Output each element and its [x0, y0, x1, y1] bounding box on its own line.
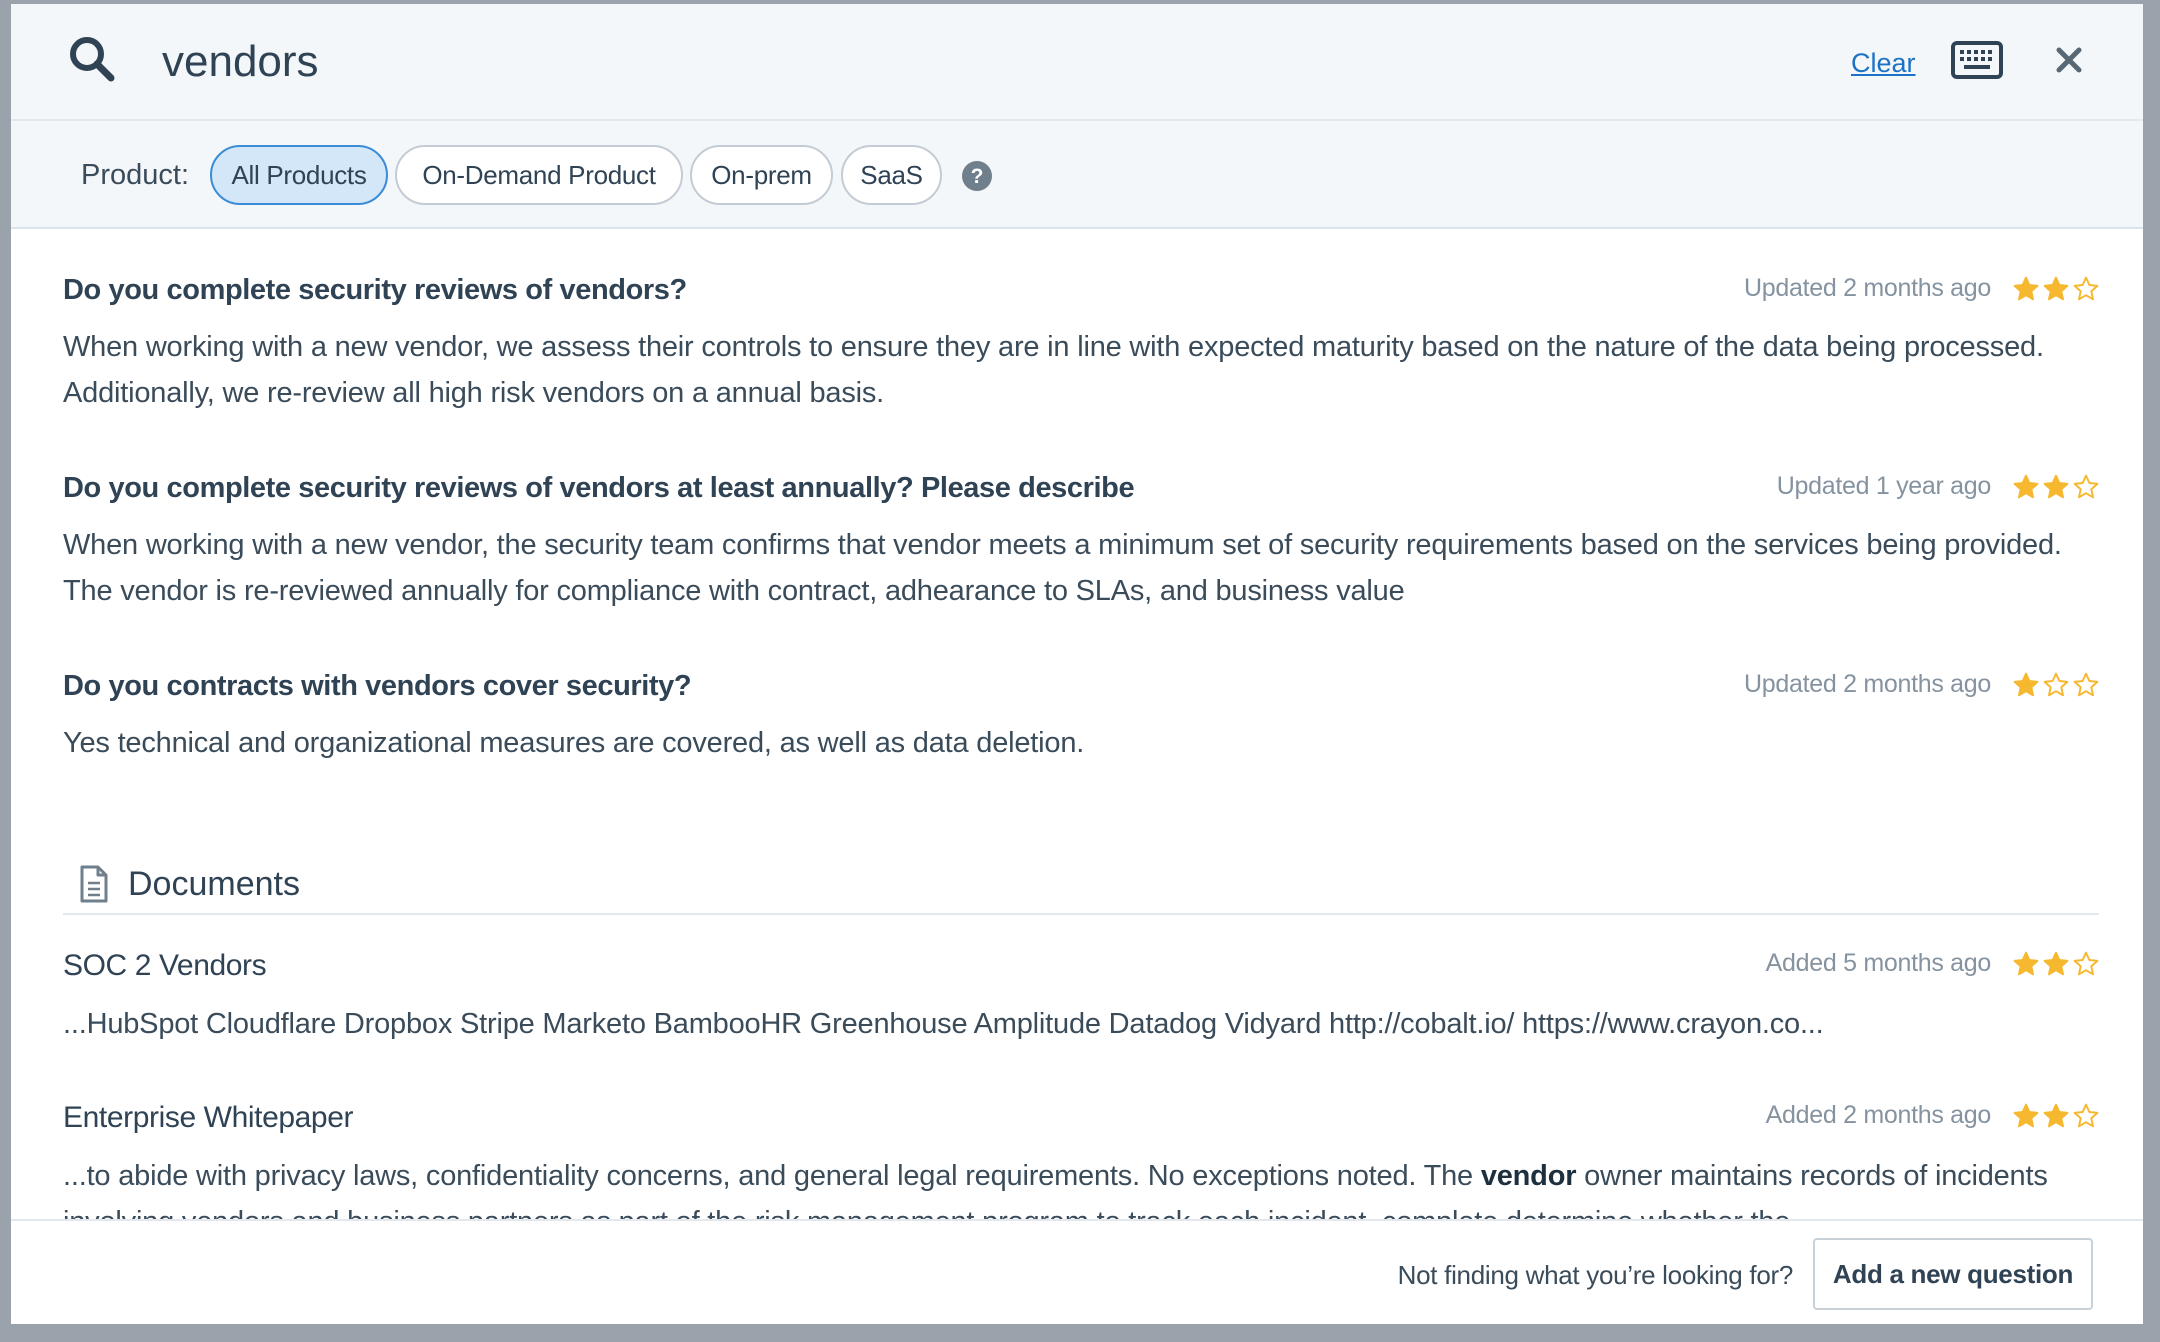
updated-timestamp: Updated 2 months ago	[1744, 670, 1991, 698]
rating-stars	[2009, 474, 2099, 500]
result-meta	[1744, 670, 2099, 699]
rating-stars	[2009, 1103, 2099, 1129]
document-icon	[79, 865, 109, 903]
help-icon[interactable]	[961, 160, 993, 192]
star-empty-icon	[2073, 951, 2099, 977]
star-filled-icon	[2043, 276, 2069, 302]
search-modal	[11, 4, 2143, 1324]
star-empty-icon	[2073, 276, 2099, 302]
snippet-highlight: vendor	[1480, 1160, 1577, 1192]
document-snippet: ...HubSpot Cloudflare Dropbox Stripe Marketo BambooHR Greenhouse Amplitude Datadog Vidyard http://cobalt.io/ https://www.crayon.co...	[63, 1008, 1824, 1040]
search-input[interactable]	[162, 28, 1662, 96]
star-empty-icon	[2073, 672, 2099, 698]
result-meta	[1766, 1101, 2099, 1130]
star-filled-icon	[2013, 276, 2039, 302]
added-timestamp: Added 5 months ago	[1765, 949, 1991, 977]
search-results	[11, 229, 2143, 1219]
close-icon[interactable]	[2051, 42, 2087, 78]
star-empty-icon	[2043, 672, 2069, 698]
question-title[interactable]: Do you complete security reviews of vendors?	[63, 274, 687, 306]
updated-timestamp: Updated 2 months ago	[1744, 274, 1991, 302]
question-result[interactable]	[63, 472, 2099, 622]
filter-chip-all-products[interactable]: All Products	[210, 145, 388, 205]
added-timestamp: Added 2 months ago	[1765, 1101, 1991, 1129]
star-filled-icon	[2013, 1103, 2039, 1129]
star-empty-icon	[2073, 474, 2099, 500]
filter-label: Product:	[81, 159, 189, 191]
rating-stars	[2009, 672, 2099, 698]
result-meta	[1777, 472, 2099, 501]
add-new-question-button[interactable]: Add a new question	[1813, 1238, 2093, 1310]
answer-text: Yes technical and organizational measures are covered, as well as data deletion.	[63, 727, 1085, 759]
modal-footer	[11, 1219, 2143, 1324]
question-title[interactable]: Do you complete security reviews of vendors at least annually? Please describe	[63, 472, 1135, 504]
document-title[interactable]: Enterprise Whitepaper	[63, 1101, 354, 1134]
question-title[interactable]: Do you contracts with vendors cover security?	[63, 670, 692, 702]
snippet-text: ...to abide with privacy laws, confidentiality concerns, and general legal requirements. No exceptions noted. The	[63, 1160, 1481, 1192]
search-icon	[67, 34, 117, 84]
rating-stars	[2009, 951, 2099, 977]
rating-stars	[2009, 276, 2099, 302]
star-filled-icon	[2043, 1103, 2069, 1129]
document-result[interactable]	[63, 949, 2099, 1059]
filter-chip-on-prem[interactable]: On-prem	[690, 145, 833, 205]
answer-text: When working with a new vendor, we assess their controls to ensure they are in line with expected maturity based on the nature of the data being processed. Additionally, we re-review all high risk vendors on a annual basis.	[63, 331, 2044, 409]
updated-timestamp: Updated 1 year ago	[1776, 472, 1991, 500]
star-filled-icon	[2013, 951, 2039, 977]
star-empty-icon	[2073, 1103, 2099, 1129]
result-meta	[1744, 274, 2099, 303]
documents-section-header	[63, 853, 2099, 915]
footer-prompt: Not finding what you’re looking for?	[1397, 1260, 1793, 1290]
document-title[interactable]: SOC 2 Vendors	[63, 949, 267, 982]
svg-text:?: ?	[970, 165, 984, 188]
search-bar	[11, 4, 2143, 121]
filter-chip-saas[interactable]: SaaS	[841, 145, 942, 205]
product-filter-bar	[11, 121, 2143, 229]
answer-text: When working with a new vendor, the security team confirms that vendor meets a minimum set of security requirements based on the services being provided. The vendor is re-reviewed annually for compliance with contract, adhearance to SLAs, and business value	[63, 529, 2062, 607]
clear-link[interactable]: Clear	[1851, 48, 1916, 78]
star-filled-icon	[2043, 951, 2069, 977]
question-result[interactable]	[63, 670, 2099, 780]
keyboard-icon[interactable]	[1951, 41, 2003, 79]
question-result[interactable]	[63, 274, 2099, 424]
filter-chip-on-demand-product[interactable]: On-Demand Product	[395, 145, 683, 205]
star-filled-icon	[2013, 672, 2039, 698]
result-meta	[1766, 949, 2099, 978]
documents-section-title: Documents	[128, 865, 300, 903]
star-filled-icon	[2043, 474, 2069, 500]
snippet-text: owner maintains records of incidents	[1584, 1160, 2048, 1192]
star-filled-icon	[2013, 474, 2039, 500]
